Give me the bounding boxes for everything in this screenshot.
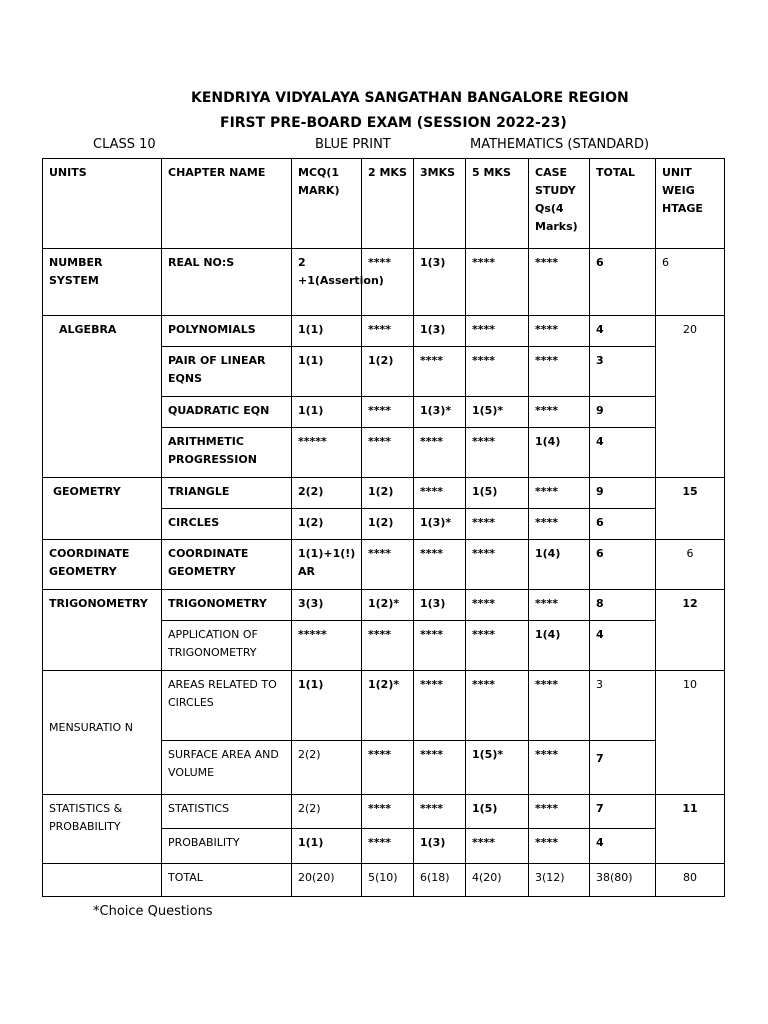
header-3-marks: 3MKS — [414, 159, 466, 249]
chapter-name: TRIANGLE — [162, 478, 292, 509]
weightage-geometry: 15 — [656, 478, 725, 540]
header-total: TOTAL — [590, 159, 656, 249]
unit-algebra: ALGEBRA — [43, 316, 162, 478]
two-mark-cell: 1(2)* — [362, 590, 414, 621]
three-mark-cell: 1(3) — [414, 590, 466, 621]
two-mark-cell: **** — [362, 428, 414, 478]
weightage-algebra: 20 — [656, 316, 725, 478]
totals-total: 38(80) — [590, 864, 656, 897]
case-study-cell: **** — [529, 347, 590, 397]
chapter-name: QUADRATIC EQN — [162, 397, 292, 428]
three-mark-cell: **** — [414, 478, 466, 509]
two-mark-cell: 1(2) — [362, 509, 414, 540]
weightage-number-system: 6 — [656, 249, 725, 316]
five-mark-cell: **** — [466, 621, 529, 671]
table-row — [43, 590, 725, 621]
three-mark-cell: **** — [414, 795, 466, 829]
five-mark-cell: **** — [466, 509, 529, 540]
chapter-name: POLYNOMIALS — [162, 316, 292, 347]
case-study-cell: **** — [529, 829, 590, 864]
chapter-name: SURFACE AREA AND VOLUME — [162, 741, 292, 795]
two-mark-cell: **** — [362, 249, 414, 316]
total-cell: 7 — [590, 741, 656, 795]
class-label: CLASS 10 — [93, 137, 156, 152]
mcq-cell: ***** — [292, 428, 362, 478]
unit-mensuration: MENSURATIO N — [43, 671, 162, 795]
total-cell: 3 — [590, 347, 656, 397]
title-line-2: FIRST PRE-BOARD EXAM (SESSION 2022-23) — [220, 115, 567, 131]
total-cell: 8 — [590, 590, 656, 621]
two-mark-cell: **** — [362, 829, 414, 864]
case-study-cell: **** — [529, 741, 590, 795]
total-cell: 6 — [590, 509, 656, 540]
chapter-name: TRIGONOMETRY — [162, 590, 292, 621]
weightage-trigonometry: 12 — [656, 590, 725, 671]
five-mark-cell: 1(5)* — [466, 397, 529, 428]
three-mark-cell: 1(3) — [414, 829, 466, 864]
table-row — [43, 249, 725, 316]
three-mark-cell: **** — [414, 671, 466, 741]
five-mark-cell: 1(5) — [466, 795, 529, 829]
totals-label: TOTAL — [162, 864, 292, 897]
totals-3-marks: 6(18) — [414, 864, 466, 897]
five-mark-cell: **** — [466, 590, 529, 621]
totals-weightage: 80 — [656, 864, 725, 897]
chapter-name: APPLICATION OF TRIGONOMETRY — [162, 621, 292, 671]
chapter-name: COORDINATE GEOMETRY — [162, 540, 292, 590]
totals-mcq: 20(20) — [292, 864, 362, 897]
five-mark-cell: **** — [466, 347, 529, 397]
two-mark-cell: **** — [362, 741, 414, 795]
total-cell: 7 — [590, 795, 656, 829]
three-mark-cell: **** — [414, 621, 466, 671]
three-mark-cell: **** — [414, 428, 466, 478]
two-mark-cell: **** — [362, 540, 414, 590]
chapter-name: REAL NO:S — [162, 249, 292, 316]
chapter-name: PROBABILITY — [162, 829, 292, 864]
total-cell: 4 — [590, 428, 656, 478]
two-mark-cell: **** — [362, 316, 414, 347]
five-mark-cell: 1(5)* — [466, 741, 529, 795]
case-study-cell: **** — [529, 316, 590, 347]
header-chapter: CHAPTER NAME — [162, 159, 292, 249]
two-mark-cell: **** — [362, 795, 414, 829]
table-row — [43, 671, 725, 741]
chapter-name: ARITHMETIC PROGRESSION — [162, 428, 292, 478]
totals-case-study: 3(12) — [529, 864, 590, 897]
unit-trigonometry: TRIGONOMETRY — [43, 590, 162, 671]
mcq-cell: 2(2) — [292, 795, 362, 829]
totals-2-marks: 5(10) — [362, 864, 414, 897]
five-mark-cell: **** — [466, 428, 529, 478]
unit-number-system: NUMBER SYSTEM — [43, 249, 162, 316]
five-mark-cell: **** — [466, 316, 529, 347]
chapter-name: STATISTICS — [162, 795, 292, 829]
unit-geometry: GEOMETRY — [43, 478, 162, 540]
table-row — [43, 540, 725, 590]
five-mark-cell: **** — [466, 671, 529, 741]
case-study-cell: **** — [529, 478, 590, 509]
chapter-name: AREAS RELATED TO CIRCLES — [162, 671, 292, 741]
case-study-cell: 1(4) — [529, 540, 590, 590]
unit-statistics-probability: STATISTICS & PROBABILITY — [43, 795, 162, 864]
table-row — [43, 795, 725, 829]
three-mark-cell: 1(3) — [414, 249, 466, 316]
footnote: *Choice Questions — [93, 904, 213, 919]
mcq-cell: 1(1) — [292, 671, 362, 741]
mcq-cell: 1(2) — [292, 509, 362, 540]
total-cell: 4 — [590, 621, 656, 671]
total-cell: 4 — [590, 316, 656, 347]
five-mark-cell: **** — [466, 829, 529, 864]
title-line-1: KENDRIYA VIDYALAYA SANGATHAN BANGALORE REGION — [191, 90, 629, 106]
case-study-cell: **** — [529, 795, 590, 829]
three-mark-cell: 1(3)* — [414, 397, 466, 428]
blueprint-label: BLUE PRINT — [315, 137, 391, 152]
mcq-cell: 3(3) — [292, 590, 362, 621]
mcq-cell: 2 +1(Assertion) — [292, 249, 362, 316]
three-mark-cell: **** — [414, 540, 466, 590]
mcq-cell: 1(1) — [292, 397, 362, 428]
header-row — [43, 159, 725, 249]
five-mark-cell: 1(5) — [466, 478, 529, 509]
totals-unit-empty — [43, 864, 162, 897]
five-mark-cell: **** — [466, 249, 529, 316]
total-cell: 6 — [590, 249, 656, 316]
weightage-coordinate-geometry: 6 — [656, 540, 725, 590]
table-row — [43, 478, 725, 509]
case-study-cell: **** — [529, 249, 590, 316]
chapter-name: CIRCLES — [162, 509, 292, 540]
case-study-cell: 1(4) — [529, 621, 590, 671]
mcq-cell: 1(1) — [292, 316, 362, 347]
unit-coordinate-geometry: COORDINATE GEOMETRY — [43, 540, 162, 590]
table-row — [43, 316, 725, 347]
case-study-cell: **** — [529, 397, 590, 428]
mcq-cell: 1(1)+1(!) AR — [292, 540, 362, 590]
weightage-statistics-probability: 11 — [656, 795, 725, 864]
total-cell: 9 — [590, 397, 656, 428]
mcq-cell: 2(2) — [292, 741, 362, 795]
total-cell: 6 — [590, 540, 656, 590]
two-mark-cell: **** — [362, 621, 414, 671]
five-mark-cell: **** — [466, 540, 529, 590]
total-cell: 9 — [590, 478, 656, 509]
subject-label: MATHEMATICS (STANDARD) — [470, 137, 650, 152]
three-mark-cell: 1(3) — [414, 316, 466, 347]
mcq-cell: 1(1) — [292, 829, 362, 864]
totals-row — [43, 864, 725, 897]
case-study-cell: 1(4) — [529, 428, 590, 478]
mcq-cell: 1(1) — [292, 347, 362, 397]
two-mark-cell: 1(2) — [362, 347, 414, 397]
header-5-marks: 5 MKS — [466, 159, 529, 249]
mcq-cell: 2(2) — [292, 478, 362, 509]
three-mark-cell: **** — [414, 741, 466, 795]
case-study-cell: **** — [529, 671, 590, 741]
chapter-name: PAIR OF LINEAR EQNS — [162, 347, 292, 397]
header-units: UNITS — [43, 159, 162, 249]
mcq-cell: ***** — [292, 621, 362, 671]
weightage-mensuration: 10 — [656, 671, 725, 795]
total-cell: 3 — [590, 671, 656, 741]
two-mark-cell: 1(2)* — [362, 671, 414, 741]
three-mark-cell: **** — [414, 347, 466, 397]
header-mcq: MCQ(1 MARK) — [292, 159, 362, 249]
two-mark-cell: 1(2) — [362, 478, 414, 509]
case-study-cell: **** — [529, 590, 590, 621]
header-weightage: UNIT WEIG HTAGE — [656, 159, 725, 249]
header-case-study: CASE STUDY Qs(4 Marks) — [529, 159, 590, 249]
totals-5-marks: 4(20) — [466, 864, 529, 897]
total-cell: 4 — [590, 829, 656, 864]
two-mark-cell: **** — [362, 397, 414, 428]
header-2-marks: 2 MKS — [362, 159, 414, 249]
three-mark-cell: 1(3)* — [414, 509, 466, 540]
case-study-cell: **** — [529, 509, 590, 540]
blueprint-table — [42, 158, 725, 897]
